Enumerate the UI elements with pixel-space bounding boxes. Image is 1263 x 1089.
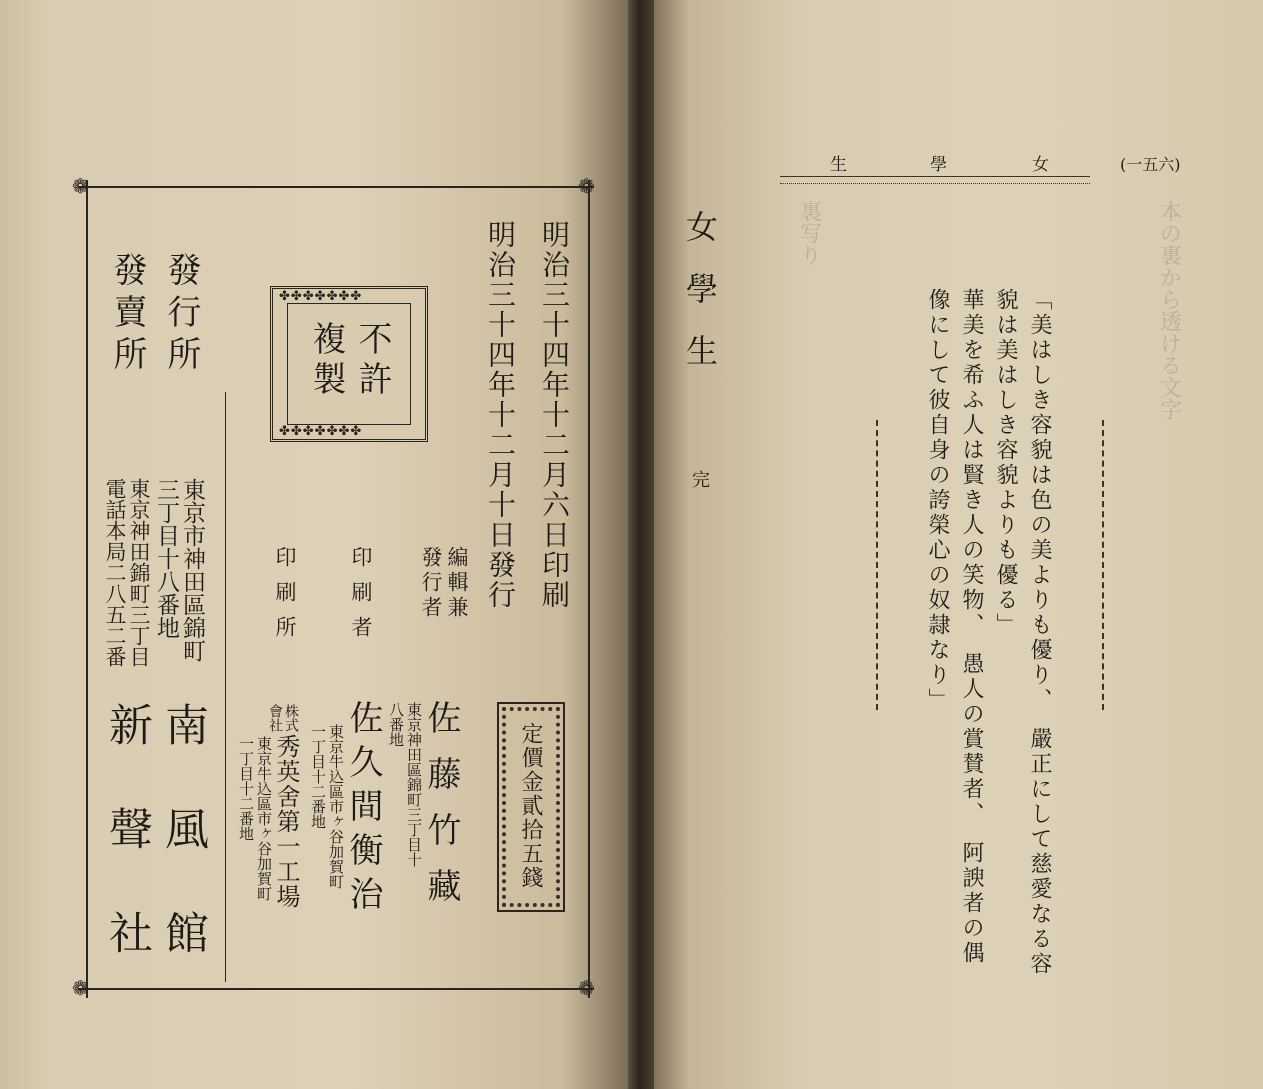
print-date: 明治三十四年十二月六日印刷 — [538, 220, 571, 610]
corner-ornament-icon: ❁ — [72, 976, 89, 1000]
seller-role-label: 發賣所 — [107, 252, 147, 378]
running-head-char: 學 — [930, 155, 947, 175]
quote-line: 「美はしき容貌は色の美よりも優り、 嚴正にして慈愛なる容 — [1027, 288, 1052, 977]
stamp-text-1: 不許 — [352, 321, 392, 401]
corner-ornament-icon: ❁ — [72, 174, 89, 198]
book-gutter — [628, 0, 654, 1089]
no-reproduction-stamp — [270, 286, 428, 442]
corner-ornament-icon: ❁ — [578, 976, 595, 1000]
page-number: (一五六) — [1120, 155, 1181, 174]
running-head-rule — [780, 176, 1090, 184]
book-title-end: 女學生 — [681, 210, 719, 396]
seller-address: 東京神田錦町三丁目 — [127, 478, 151, 667]
printer-address-2: 一丁目十二番地 — [309, 724, 327, 829]
editor-address-2: 八番地 — [387, 702, 405, 747]
floral-border-icon: ✤✤✤✤✤✤✤ — [279, 424, 363, 439]
publisher-name: 南風館 — [157, 702, 208, 1014]
running-head-char: 女 — [1032, 155, 1049, 175]
publish-date: 明治三十四年十二月十日發行 — [484, 220, 517, 610]
stamp-text-2: 複製 — [306, 321, 346, 401]
corner-ornament-icon: ❁ — [578, 174, 595, 198]
editor-role-label: 編輯兼 — [445, 546, 469, 621]
seller-phone: 電話本局二八五二番 — [103, 478, 127, 667]
floral-border-icon: ✤✤✤✤✤✤✤ — [279, 289, 363, 304]
company-type-label: 株式 — [283, 704, 299, 732]
end-mark: 完 — [689, 470, 710, 488]
printshop-name: 秀英舍第一工場 — [272, 734, 300, 909]
editor-role-label-2: 發行者 — [419, 546, 443, 621]
frame-bottom-rule — [78, 988, 594, 990]
editor-name: 佐藤竹藏 — [421, 700, 461, 924]
publisher-role-label: 發行所 — [161, 252, 201, 378]
printer-address: 東京牛込區市ヶ谷加賀町 — [327, 724, 345, 889]
printer-role-label: 印刷者 — [349, 546, 373, 651]
show-through-text: 本の裏から透ける文字 — [1156, 200, 1182, 420]
company-type-label-2: 會社 — [267, 704, 283, 732]
price-box — [497, 702, 565, 912]
printshop-role-label: 印刷所 — [273, 546, 297, 651]
vertical-divider — [225, 392, 226, 982]
wavy-rule-right — [1102, 420, 1104, 710]
editor-address: 東京神田區錦町三丁目十 — [405, 702, 423, 867]
running-head-char: 生 — [830, 155, 847, 175]
quote-line: 像にして彼自身の誇榮心の奴隷なり」 — [925, 288, 950, 713]
show-through-text: 裏写り — [796, 200, 822, 266]
printer-name: 佐久間衡治 — [343, 700, 383, 920]
frame-top-rule — [78, 186, 594, 188]
frame-right-rule — [588, 180, 590, 998]
printshop-address: 東京牛込區市ヶ谷加賀町 — [255, 736, 273, 901]
quote-line: 華美を希ふ人は賢き人の笑物、 愚人の賞賛者、 阿諛者の偶 — [959, 288, 984, 966]
price-text: 定價金貳拾五錢 — [518, 722, 543, 890]
wavy-rule-left — [876, 420, 878, 710]
quote-line: 貌は美はしき容貌よりも優る」 — [993, 288, 1018, 638]
frame-left-rule — [86, 180, 88, 998]
publisher-address: 東京市神田區錦町 — [179, 478, 205, 662]
printshop-address-2: 一丁目十二番地 — [237, 736, 255, 841]
publisher-address-2: 三丁目十八番地 — [153, 478, 179, 639]
seller-name: 新聲社 — [101, 702, 152, 1014]
